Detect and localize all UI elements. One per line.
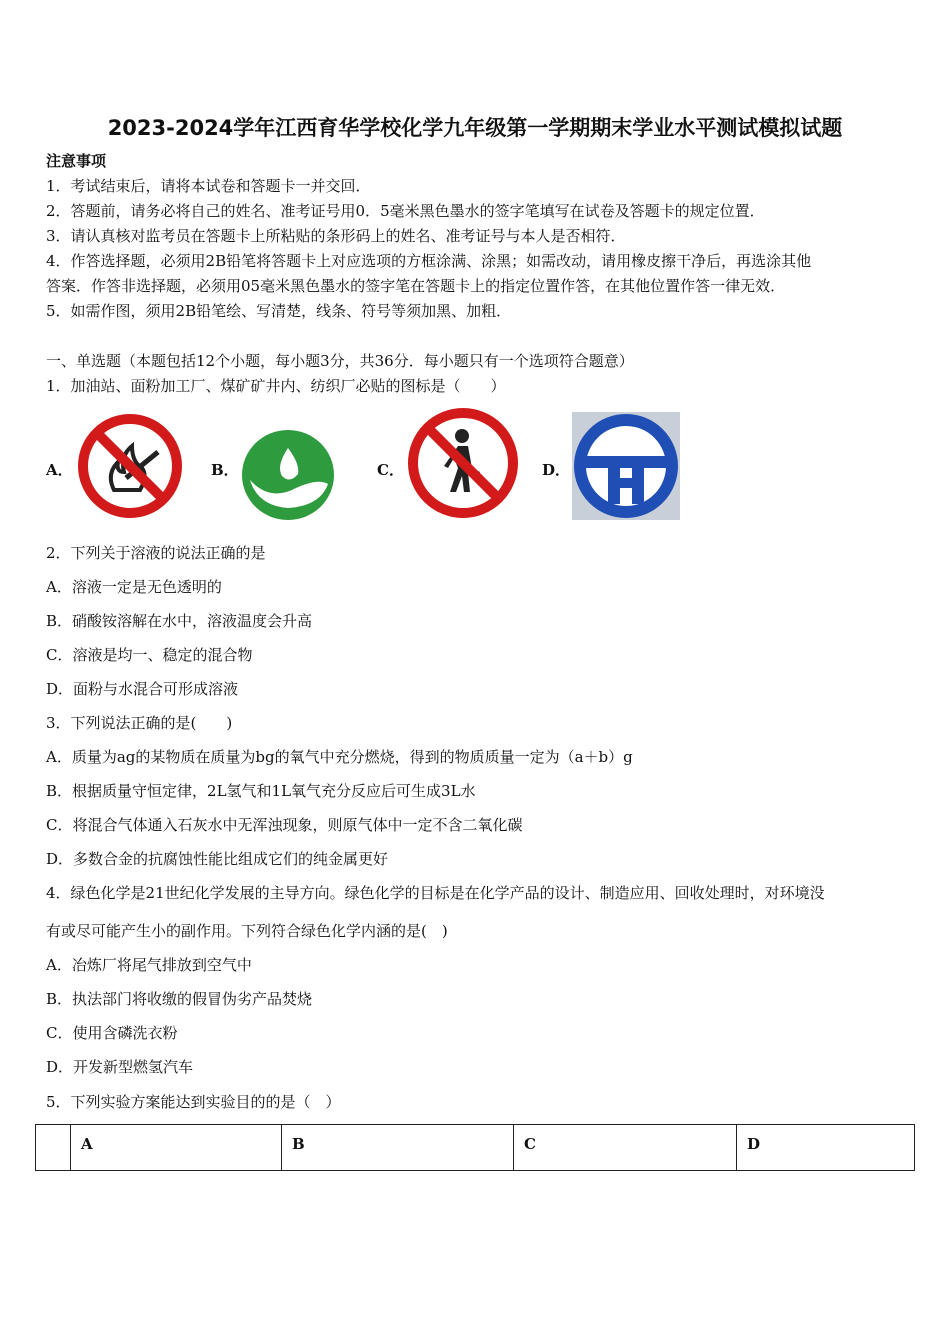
notice-item-1: 1．考试结束后，请将本试卷和答题卡一并交回． <box>46 177 371 195</box>
notice-item-2: 2．答题前，请务必将自己的姓名、准考证号用0．5毫米黑色墨水的签字笔填写在试卷及答题卡的规定位置． <box>46 202 765 220</box>
q1-label-b: B． <box>211 461 239 479</box>
q3-option-a: A．质量为ag的某物质在质量为bg的氧气中充分燃烧，得到的物质质量一定为（a＋b）g <box>46 748 633 766</box>
page-title: 2023-2024学年江西育华学校化学九年级第一学期期末学业水平测试模拟试题 <box>107 116 843 140</box>
notice-item-4-cont: 答案．作答非选择题，必须用05毫米黑色墨水的签字笔在答题卡上的指定位置作答，在其他位置作答一律无效． <box>46 277 786 295</box>
section-heading: 一、单选题（本题包括12个小题，每小题3分，共36分．每小题只有一个选项符合题意） <box>46 352 634 370</box>
table-row <box>36 1125 915 1171</box>
q1-label-a: A． <box>46 461 73 479</box>
q2-option-c: C．溶液是均一、稳定的混合物 <box>46 646 253 664</box>
table-header-c: C <box>514 1125 737 1171</box>
q1-label-d: D． <box>542 461 571 479</box>
table-cell-blank <box>36 1125 71 1171</box>
notice-item-5: 5．如需作图，须用2B铅笔绘、写清楚，线条、符号等须加黑、加粗． <box>46 302 512 320</box>
table-header-a: A <box>71 1125 282 1171</box>
q5-options-table <box>35 1124 915 1171</box>
q3-option-d: D．多数合金的抗腐蚀性能比组成它们的纯金属更好 <box>46 850 389 868</box>
notice-item-3: 3．请认真核对监考员在答题卡上所粘贴的条形码上的姓名、准考证号与本人是否相符． <box>46 227 626 245</box>
q2-stem: 2．下列关于溶液的说法正确的是 <box>46 544 266 562</box>
q4-option-c: C．使用含磷洗衣粉 <box>46 1024 178 1042</box>
q4-option-b: B．执法部门将收缴的假冒伪劣产品焚烧 <box>46 990 313 1008</box>
q3-option-c: C．将混合气体通入石灰水中无浑浊现象，则原气体中一定不含二氧化碳 <box>46 816 523 834</box>
q1-stem: 1．加油站、面粉加工厂、煤矿矿井内、纺织厂必贴的图标是（ ） <box>46 377 506 395</box>
q3-stem: 3．下列说法正确的是( ) <box>46 714 233 732</box>
q4-option-a: A．冶炼厂将尾气排放到空气中 <box>46 956 252 974</box>
q4-option-d: D．开发新型燃氢汽车 <box>46 1058 194 1076</box>
notice-item-4: 4．作答选择题，必须用2B铅笔将答题卡上对应选项的方框涂满、涂黑；如需改动，请用橡皮擦干净后，再选涂其他 <box>46 252 812 270</box>
no-pedestrian-icon <box>406 406 520 520</box>
q3-option-b: B．根据质量守恒定律，2L氢气和1L氧气充分反应后可生成3L水 <box>46 782 476 800</box>
q2-option-b: B．硝酸铵溶解在水中，溶液温度会升高 <box>46 612 313 630</box>
q4-stem-line1: 4．绿色化学是21世纪化学发展的主导方向。绿色化学的目标是在化学产品的设计、制造应用、回收处理时，对环境没 <box>46 884 825 902</box>
table-header-b: B <box>282 1125 514 1171</box>
no-fire-icon <box>76 412 184 520</box>
q4-stem-line2: 有或尽可能产生小的副作用。下列符合绿色化学内涵的是( ) <box>46 922 448 940</box>
q1-label-c: C． <box>377 461 404 479</box>
notice-heading: 注意事项 <box>46 152 107 170</box>
q2-option-d: D．面粉与水混合可形成溶液 <box>46 680 239 698</box>
water-saving-icon <box>240 428 336 522</box>
table-header-d: D <box>737 1125 915 1171</box>
recycle-logo-icon <box>572 412 680 520</box>
q2-option-a: A．溶液一定是无色透明的 <box>46 578 222 596</box>
q5-stem: 5．下列实验方案能达到实验目的的是（ ） <box>46 1093 341 1111</box>
